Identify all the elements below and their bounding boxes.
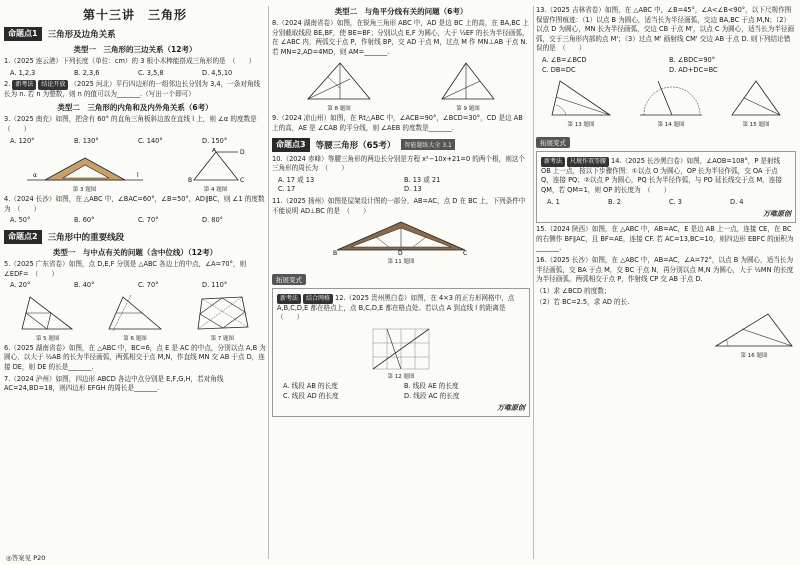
option-a[interactable]: A. 50°	[10, 216, 31, 225]
option-b[interactable]: B. 2	[608, 197, 621, 206]
question-11: 11.（2025 扬州）如图是屋架设计图的一部分，AB=AC，点 D 在 BC 上，下列条件中不能说明 AD⊥BC 的是 （ ）	[272, 196, 526, 215]
topic-tag: 命题点2	[4, 230, 42, 244]
extension-box	[272, 288, 530, 417]
extension-label: 拓展变式	[536, 137, 570, 148]
svg-text:D: D	[239, 149, 245, 157]
figure-9	[438, 59, 498, 112]
new-method-badge: 新考法	[12, 80, 36, 90]
figure-5	[18, 293, 78, 342]
figure-caption: 第 16 题图	[740, 352, 768, 359]
option-b[interactable]: B. 130°	[74, 136, 99, 145]
option-b[interactable]: B. 40°	[74, 281, 95, 290]
option-d[interactable]: D. 80°	[202, 216, 223, 225]
svg-text:D: D	[398, 250, 403, 257]
column-divider	[533, 6, 534, 559]
option-a[interactable]: A. 17 或 13	[278, 175, 315, 184]
topic-title: 三角形及边角关系	[47, 30, 116, 40]
figure-14-diagram	[636, 77, 706, 119]
figure-caption: 第 14 题图	[657, 122, 685, 129]
svg-text:l: l	[136, 172, 139, 180]
option-d[interactable]: D. AD+DC=BC	[669, 65, 718, 74]
options	[547, 198, 791, 208]
question-16-part-1: （1）求 ∠BCD 的度数；	[536, 286, 611, 295]
answer-page-note: ◎答案见 P20	[6, 554, 46, 562]
figure-caption: 第 9 题图	[456, 106, 480, 113]
topic-header-2	[4, 230, 266, 244]
figure-row	[277, 325, 525, 380]
figure-11	[331, 218, 471, 265]
figure-caption: 第 11 题图	[387, 259, 415, 266]
column-right	[536, 0, 796, 565]
figure-row	[4, 293, 266, 342]
options	[542, 56, 796, 75]
svg-text:α: α	[32, 172, 37, 180]
figure-6-diagram	[105, 293, 165, 333]
figure-3-diagram	[25, 150, 145, 184]
brand-logo: 万唯原创	[763, 210, 791, 219]
figure-caption: 第 7 题图	[210, 335, 235, 342]
question-7: 7.（2024 泸州）如图，四边形 ABCD 各边中点分别是 E,F,G,H，若对角线 AC=24,BD=18，则四边形 EFGH 的周长是_______.	[4, 374, 224, 393]
option-a[interactable]: A. 1,2,3	[10, 68, 36, 77]
figure-caption: 第 12 题图	[387, 373, 415, 380]
svg-text:B: B	[333, 250, 338, 257]
option-b[interactable]: B. 2,3,6	[74, 68, 100, 77]
option-c[interactable]: C. DB=DC	[542, 65, 576, 74]
option-c[interactable]: C. 线段 AD 的长度	[283, 391, 339, 400]
question-1: 1.（2025 连云港）下列长度（单位：cm）的 3 根小木棒能搭成三角形的是 （ ）	[4, 57, 256, 65]
column-middle	[272, 0, 530, 565]
topic-tag: 命题点1	[4, 27, 42, 41]
section-heading: 类型二 与角平分线有关的问题（6考）	[334, 7, 468, 16]
figure-8-diagram	[304, 59, 374, 103]
figure-12-grid	[369, 325, 433, 371]
option-a[interactable]: A. 120°	[10, 136, 35, 145]
topic-tag: 命题点3	[272, 138, 310, 152]
option-c[interactable]: C. 70°	[138, 216, 159, 225]
method-type-badge: 结合网格	[303, 294, 333, 304]
figure-row	[536, 77, 796, 128]
topic-title: 等腰三角形（65考）	[315, 140, 396, 151]
figure-caption: 第 4 题图	[203, 187, 228, 194]
figure-row	[272, 59, 530, 112]
figure-13-diagram	[546, 77, 616, 119]
figure-3	[25, 150, 145, 193]
figure-row	[272, 218, 530, 265]
question-12-text: 12.（2025 贵州黑白卷）如图，在 4×3 的正方形网格中，点 A,B,C,D,E 都在格点上，点 B,C,D,E 都在格点处。若以点 A 到直线 l 的距离是 （ ）	[277, 294, 515, 322]
figure-13	[546, 77, 616, 128]
figure-6	[105, 293, 165, 342]
figure-15-diagram	[726, 77, 786, 119]
figure-row	[4, 148, 266, 193]
option-a[interactable]: A. 线段 AB 的长度	[283, 381, 338, 390]
figure-8	[304, 59, 374, 112]
option-c[interactable]: C. 140°	[138, 136, 163, 145]
figure-caption: 第 15 题图	[742, 122, 770, 129]
question-16: 16.（2025 长沙）如图，在 △ABC 中，AB=AC，∠A=72°，以点 B 为圆心，适当长为半径画弧，交 BA 于点 M，交 BC 于点 N，再分别以点 M,N 为圆心，大于 ½MN 的长度为半径画弧，两弧相交于点 P，作射线 CP 交 AB 于点 D.	[536, 255, 794, 284]
question-9: 9.（2024 凉山州）如图，在 Rt△ABC 中，∠ACB=90°，∠BCD=30°，CD 是边 AB 上的高，AE 是 ∠CAB 的平分线，则 ∠AEB 的度数是_______.	[272, 114, 523, 132]
extension-label: 拓展变式	[272, 274, 306, 285]
section-heading: 类型一 三角形的三边关系（12考）	[73, 45, 197, 54]
new-method-badge: 新考法	[277, 294, 301, 304]
section-heading: 类型一 与中点有关的问题（含中位线）（12考）	[52, 247, 218, 257]
question-10: 10.（2024 赤峰）等腰三角形的两边长分别是方程 x²−10x+21=0 的两个根，则这个三角形的周长为 （ ）	[272, 154, 525, 173]
figure-caption: 第 8 题图	[327, 106, 351, 113]
option-d[interactable]: D. 4,5,10	[202, 68, 233, 77]
svg-text:A: A	[211, 148, 216, 155]
option-c[interactable]: C. 17	[278, 185, 296, 194]
new-method-badge: 新考法	[541, 157, 565, 167]
options	[10, 137, 266, 147]
extension-box	[536, 151, 796, 223]
option-d[interactable]: D. 110°	[202, 281, 228, 290]
brand-logo: 万唯原创	[497, 404, 525, 413]
figure-12	[369, 325, 433, 380]
figure-9-diagram	[438, 59, 498, 103]
option-a[interactable]: A. ∠B=∠BCD	[542, 55, 587, 64]
column-left	[4, 0, 266, 565]
figure-7	[192, 293, 252, 342]
option-d[interactable]: D. 150°	[202, 136, 228, 145]
method-type-badge: 结论开放	[38, 80, 68, 90]
option-a[interactable]: A. 20°	[10, 281, 31, 290]
option-a[interactable]: A. 1	[547, 197, 560, 206]
page-title: 第十三讲 三角形	[82, 8, 187, 22]
figure-5-diagram	[18, 293, 78, 333]
option-c[interactable]: C. 70°	[138, 281, 159, 290]
options	[283, 382, 525, 401]
figure-caption: 第 5 题图	[35, 335, 60, 342]
question-4: 4.（2024 长沙）如图，在 △ABC 中，∠BAC=60°，∠B=50°，AD∥BC，则 ∠1 的度数为 （ ）	[4, 195, 265, 213]
options	[278, 176, 530, 195]
option-c[interactable]: C. 3,5,8	[138, 68, 164, 77]
figure-4-diagram	[186, 148, 246, 184]
question-8: 8.（2024 湖南省卷）如图，在锐角三角形 ABC 中，AD 是边 BC 上的高，在 BA,BC 上分别截取线段 BE,BF，使 BE=BF；分别以点 E,F 为圆心，大于 ½EF 的长为半径画弧，在 ∠ABC 内，两弧交于点 P，作射线 BP，交 AD 于点 M，过点 M 作 MN⊥AB 于点 N. 若 MN=2,AD=4MD，则 AM=_______.	[272, 19, 529, 56]
figure-7-diagram	[192, 293, 252, 333]
option-b[interactable]: B. 13 或 21	[404, 175, 441, 184]
hint-banner: 智能题练大全 3.1	[401, 139, 454, 150]
figure-caption: 第 3 题图	[72, 187, 97, 194]
question-14	[541, 157, 791, 195]
question-14-text: 14.（2025 长沙黑白卷）如图，∠AOB=108°，P 是射线 OB 上一点，按以下步骤作图：①以点 O 为圆心，OP 长为半径作弧，交 OA 于点 Q，连接 PQ；②以点 P 为圆心，PQ 长为半径作弧，与 PO 延长线交于点 M，连接 QM，若 QM=1，则 OP 的长度为 （ ）	[541, 157, 782, 194]
figure-row	[536, 310, 796, 359]
question-12	[277, 294, 525, 323]
question-2: 2. 新考法 结论开放 （2025 河北）平行四边形的一组邻边长分别为 3,4，一条对角线长为 n. 若 n 为整数，则 n 的值可以为_______.（写出一个即可）	[4, 80, 261, 98]
options	[10, 216, 266, 226]
figure-16-diagram	[712, 310, 796, 350]
column-divider	[268, 6, 269, 559]
figure-15	[726, 77, 786, 128]
question-5: 5.（2025 广东省卷）如图，点 D,E,F 分别是 △ABC 各边上的中点，∠A=70°，则 ∠EDF= （ ）	[4, 259, 247, 278]
options	[10, 281, 266, 291]
question-6: 6.（2025 湖南省卷）如图，在 △ABC 中，BC=6，点 E 是 AC 的中点，分别以点 A,B 为圆心，以大于 ½AB 的长为半径画弧，两弧相交于点 M,N，作直线 MN 交 AB 于点 D，连接 DE，则 DE 的长是_______.	[4, 343, 266, 371]
svg-text:C: C	[239, 177, 244, 185]
question-16-part-2: （2）若 BC=2.5，求 AD 的长.	[536, 298, 630, 307]
question-13: 13.（2025 吉林省卷）如图，在 △ABC 中，∠B=45°，∠A<∠B<90°，以下尺规作图保留作图痕迹：（1）以点 B 为圆心，适当长为半径画弧，交边 BA,BC 于点 M,N；（2）以点 D 为圆心，MN 长为半径画弧，交边 CB 于点 M'，以点 C 为圆心，适当长为半径画弧，交于三角形内部的点 M'；（3）过点 M' 画射线 CM' 交边 AB 于点 D. 则下列结论错误的是 （ ）	[536, 6, 795, 53]
question-3: 3.（2025 南充）如图，把含有 60° 的直角三角板斜边放在直线 l 上，则 ∠α 的度数是 （ ）	[4, 115, 264, 133]
svg-text:B: B	[187, 177, 192, 185]
section-heading: 类型二 三角形的内角和及内外角关系（6考）	[57, 103, 213, 113]
option-c[interactable]: C. 3	[669, 197, 682, 206]
figure-16	[712, 310, 796, 359]
option-b[interactable]: B. 60°	[74, 216, 95, 225]
figure-11-diagram	[331, 218, 471, 256]
topic-header-1	[4, 27, 266, 41]
topic-title: 三角形中的重要线段	[47, 232, 125, 243]
svg-text:C: C	[463, 250, 468, 257]
options	[10, 69, 266, 79]
option-d[interactable]: D. 线段 AC 的长度	[404, 391, 460, 400]
option-b[interactable]: B. 线段 AE 的长度	[404, 381, 459, 390]
topic-header-3	[272, 138, 530, 152]
figure-14	[636, 77, 706, 128]
figure-caption: 第 6 题图	[123, 335, 147, 342]
question-15: 15.（2024 陕西）如图，在 △ABC 中，AB=AC，E 是边 AB 上一点，连接 CE，在 BC 的右侧作 BF∥AC，且 BF=AE，连接 CF. 若 AC=13,BC=10，则四边形 EBFC 的面积为_______.	[536, 225, 794, 253]
figure-4	[186, 148, 246, 193]
figure-caption: 第 13 题图	[567, 122, 595, 129]
method-type-badge: 尺规作双等腰	[567, 157, 609, 167]
option-d[interactable]: D. 13	[404, 185, 422, 194]
option-b[interactable]: B. ∠BDC=90°	[669, 55, 716, 64]
option-d[interactable]: D. 4	[730, 197, 744, 206]
question-2-text: （2025 河北）平行四边形的一组邻边长分别为 3,4，一条对角线长为 n. 若 n 为整数，则 n 的值可以为_______.（写出一个即可）	[4, 80, 261, 98]
